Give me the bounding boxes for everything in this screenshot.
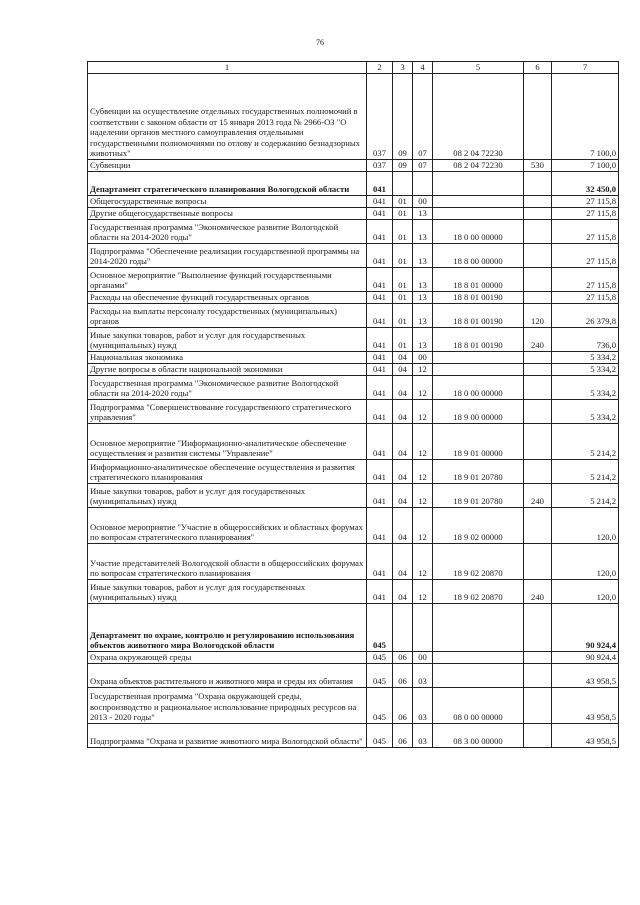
row-code-expense-type [524,544,552,580]
row-description: Информационно-аналитическое обеспечение осуществления и развития стратегического планирования [88,460,367,484]
row-code-subsection: 12 [413,400,433,424]
row-code-section: 01 [393,196,413,208]
row-code-subsection: 13 [413,328,433,352]
row-code-expense-type [524,724,552,748]
row-code-target: 18 9 02 20870 [433,544,524,580]
row-code-adm: 037 [367,160,393,172]
row-code-target [433,196,524,208]
row-code-section: 04 [393,484,413,508]
row-code-subsection: 07 [413,160,433,172]
row-amount: 5 214,2 [552,424,619,460]
row-amount: 5 334,2 [552,376,619,400]
row-description: Иные закупки товаров, работ и услуг для государственных (муниципальных) нужд [88,328,367,352]
row-code-section: 04 [393,376,413,400]
row-code-target: 18 0 00 00000 [433,220,524,244]
row-code-subsection: 13 [413,244,433,268]
row-amount: 27 115,8 [552,268,619,292]
row-code-target [433,664,524,688]
row-code-section: 06 [393,652,413,664]
row-code-section: 06 [393,664,413,688]
row-amount: 43 958,5 [552,688,619,724]
row-code-subsection [413,604,433,652]
table-row [88,664,619,688]
row-code-subsection: 00 [413,652,433,664]
table-row [88,364,619,376]
row-code-adm: 041 [367,400,393,424]
row-code-subsection: 12 [413,460,433,484]
budget-table [87,61,619,748]
row-description: Департамент по охране, контролю и регулированию использования объектов животного мира Вологодской области [88,604,367,652]
row-code-section: 04 [393,424,413,460]
row-code-section: 06 [393,724,413,748]
row-code-section: 04 [393,364,413,376]
row-code-section: 09 [393,160,413,172]
row-code-subsection: 03 [413,724,433,748]
page-number: 76 [316,38,324,47]
row-code-adm: 041 [367,364,393,376]
row-description: Субвенции [88,160,367,172]
table-row [88,376,619,400]
row-description: Государственная программа "Охрана окружающей среды, воспроизводство и рациональное использование природных ресурсов на 2013 - 2020 годы" [88,688,367,724]
table-row [88,688,619,724]
table-row [88,328,619,352]
row-code-subsection: 12 [413,508,433,544]
row-code-expense-type [524,664,552,688]
row-code-adm: 041 [367,196,393,208]
row-description: Департамент стратегического планирования Вологодской области [88,172,367,196]
row-code-target: 08 3 00 00000 [433,724,524,748]
row-amount: 43 958,5 [552,724,619,748]
row-code-target: 18 9 00 00000 [433,400,524,424]
row-code-adm: 045 [367,664,393,688]
row-code-subsection: 13 [413,292,433,304]
row-code-expense-type [524,364,552,376]
row-code-section: 01 [393,220,413,244]
row-description: Государственная программа "Экономическое развитие Вологодской области на 2014-2020 годы" [88,376,367,400]
row-code-target: 18 0 00 00000 [433,376,524,400]
row-code-expense-type [524,604,552,652]
row-code-section: 01 [393,244,413,268]
row-code-expense-type [524,652,552,664]
row-description: Участие представителей Вологодской области в общероссийских форумах по вопросам стратегического планирования [88,544,367,580]
row-code-target: 18 9 01 20780 [433,460,524,484]
row-description: Подпрограмма "Обеспечение реализации государственной программы на 2014-2020 годы" [88,244,367,268]
row-code-section: 01 [393,268,413,292]
row-description: Подпрограмма "Охрана и развитие животного мира Вологодской области" [88,724,367,748]
row-code-adm: 041 [367,376,393,400]
row-amount: 5 334,2 [552,364,619,376]
row-code-expense-type [524,220,552,244]
row-code-target: 18 9 01 20780 [433,484,524,508]
row-code-section: 09 [393,74,413,160]
row-amount: 90 924,4 [552,604,619,652]
header-cell: 7 [552,62,619,74]
row-code-expense-type [524,172,552,196]
row-code-subsection: 03 [413,688,433,724]
header-cell: 6 [524,62,552,74]
row-code-expense-type [524,74,552,160]
table-row [88,304,619,328]
row-code-subsection: 13 [413,208,433,220]
row-code-adm: 041 [367,244,393,268]
row-code-target: 18 8 00 00000 [433,244,524,268]
row-code-expense-type [524,352,552,364]
row-amount: 27 115,8 [552,220,619,244]
row-description: Расходы на обеспечение функций государственных органов [88,292,367,304]
row-amount: 5 334,2 [552,400,619,424]
row-code-expense-type [524,292,552,304]
row-description: Национальная экономика [88,352,367,364]
row-code-adm: 041 [367,460,393,484]
row-code-expense-type: 240 [524,328,552,352]
row-code-adm: 041 [367,304,393,328]
row-code-adm: 041 [367,268,393,292]
row-description: Общегосударственные вопросы [88,196,367,208]
row-description: Другие общегосударственные вопросы [88,208,367,220]
row-code-target: 08 2 04 72230 [433,160,524,172]
row-code-adm: 041 [367,328,393,352]
row-code-subsection: 03 [413,664,433,688]
row-code-adm: 041 [367,220,393,244]
row-description: Основное мероприятие "Информационно-аналитическое обеспечение осуществления и развития системы "Управление" [88,424,367,460]
row-code-section [393,604,413,652]
row-description: Государственная программа "Экономическое развитие Вологодской области на 2014-2020 годы" [88,220,367,244]
row-code-subsection: 00 [413,352,433,364]
row-code-target: 18 8 01 00190 [433,304,524,328]
row-code-expense-type [524,424,552,460]
row-code-expense-type [524,688,552,724]
row-code-adm: 041 [367,508,393,544]
row-amount: 90 924,4 [552,652,619,664]
row-code-target [433,604,524,652]
table-row [88,424,619,460]
row-code-adm: 045 [367,652,393,664]
row-description: Расходы на выплаты персоналу государственных (муниципальных) органов [88,304,367,328]
row-description: Охрана окружающей среды [88,652,367,664]
row-code-subsection: 12 [413,364,433,376]
row-code-section: 04 [393,400,413,424]
row-amount: 27 115,8 [552,244,619,268]
row-code-subsection: 12 [413,424,433,460]
row-amount: 5 214,2 [552,460,619,484]
row-amount: 5 214,2 [552,484,619,508]
row-amount: 7 100,0 [552,74,619,160]
row-amount: 43 958,5 [552,664,619,688]
header-cell: 3 [393,62,413,74]
row-code-section: 01 [393,292,413,304]
row-code-section: 01 [393,328,413,352]
row-code-adm: 041 [367,484,393,508]
row-description: Другие вопросы в области национальной экономики [88,364,367,376]
row-amount: 26 379,8 [552,304,619,328]
row-amount: 27 115,8 [552,208,619,220]
row-code-target: 18 8 01 00000 [433,268,524,292]
row-code-expense-type: 120 [524,304,552,328]
row-code-adm: 045 [367,688,393,724]
table-row [88,484,619,508]
row-code-section: 04 [393,352,413,364]
row-code-subsection: 12 [413,580,433,604]
row-code-expense-type [524,244,552,268]
row-code-expense-type [524,208,552,220]
row-code-section: 01 [393,208,413,220]
row-amount: 32 450,0 [552,172,619,196]
row-description: Подпрограмма "Совершенствование государственного стратегического управления" [88,400,367,424]
row-code-expense-type [524,268,552,292]
row-description: Иные закупки товаров, работ и услуг для государственных (муниципальных) нужд [88,580,367,604]
row-amount: 120,0 [552,544,619,580]
table-row [88,244,619,268]
row-code-adm: 041 [367,424,393,460]
table-header-row [88,62,619,74]
row-amount: 736,0 [552,328,619,352]
row-code-section: 01 [393,304,413,328]
table-row [88,268,619,292]
row-amount: 120,0 [552,508,619,544]
header-cell: 4 [413,62,433,74]
row-code-adm: 041 [367,172,393,196]
row-code-subsection [413,172,433,196]
row-code-adm: 045 [367,724,393,748]
row-code-section: 04 [393,580,413,604]
row-code-expense-type: 240 [524,580,552,604]
table-row [88,160,619,172]
row-code-target: 18 8 01 00190 [433,292,524,304]
row-code-subsection: 12 [413,484,433,508]
row-code-target: 08 0 00 00000 [433,688,524,724]
row-code-subsection: 12 [413,376,433,400]
row-code-subsection: 13 [413,220,433,244]
row-code-expense-type: 240 [524,484,552,508]
row-amount: 7 100,0 [552,160,619,172]
row-code-section: 04 [393,460,413,484]
row-code-expense-type [524,196,552,208]
table-row [88,604,619,652]
row-code-target [433,652,524,664]
row-amount: 5 334,2 [552,352,619,364]
table-row [88,400,619,424]
row-amount: 120,0 [552,580,619,604]
row-code-target [433,352,524,364]
row-code-adm: 041 [367,352,393,364]
table-row [88,352,619,364]
row-code-target [433,172,524,196]
header-cell: 5 [433,62,524,74]
row-description: Субвенции на осуществление отдельных государственных полномочий в соответствии с законом области от 15 января 2013 года № 2966-ОЗ "О наделении органов местного самоуправления отдельными государственными полномочиями по отлову и содержанию безнадзорных животных" [88,74,367,160]
row-code-expense-type [524,460,552,484]
row-code-adm: 041 [367,292,393,304]
table-row [88,544,619,580]
row-code-expense-type [524,376,552,400]
row-code-expense-type [524,508,552,544]
header-cell: 2 [367,62,393,74]
row-code-subsection: 13 [413,304,433,328]
row-code-adm: 045 [367,604,393,652]
row-code-expense-type [524,400,552,424]
row-description: Основное мероприятие "Выполнение функций государственными органами" [88,268,367,292]
table-row [88,580,619,604]
row-code-subsection: 07 [413,74,433,160]
row-code-adm: 041 [367,208,393,220]
row-code-target: 18 8 01 00190 [433,328,524,352]
header-cell: 1 [88,62,367,74]
row-code-target: 18 9 01 00000 [433,424,524,460]
row-amount: 27 115,8 [552,292,619,304]
row-code-target [433,364,524,376]
row-code-adm: 041 [367,544,393,580]
row-code-section: 06 [393,688,413,724]
row-code-section: 04 [393,508,413,544]
row-code-subsection: 13 [413,268,433,292]
row-code-subsection: 12 [413,544,433,580]
table-row [88,208,619,220]
row-code-target: 18 9 02 20870 [433,580,524,604]
row-description: Основное мероприятие "Участие в общероссийских и областных форумах по вопросам стратегического планирования" [88,508,367,544]
row-code-section: 04 [393,544,413,580]
row-description: Иные закупки товаров, работ и услуг для государственных (муниципальных) нужд [88,484,367,508]
row-amount: 27 115,8 [552,196,619,208]
table-row [88,220,619,244]
row-code-expense-type: 530 [524,160,552,172]
table-row [88,460,619,484]
table-row [88,724,619,748]
table-row [88,172,619,196]
row-code-subsection: 00 [413,196,433,208]
table-row [88,508,619,544]
row-code-adm: 041 [367,580,393,604]
row-code-adm: 037 [367,74,393,160]
row-code-target: 18 9 02 00000 [433,508,524,544]
table-row [88,652,619,664]
row-code-target: 08 2 04 72230 [433,74,524,160]
row-code-target [433,208,524,220]
table-row [88,292,619,304]
row-code-section [393,172,413,196]
row-description: Охрана объектов растительного и животного мира и среды их обитания [88,664,367,688]
table-row [88,196,619,208]
table-row [88,74,619,160]
